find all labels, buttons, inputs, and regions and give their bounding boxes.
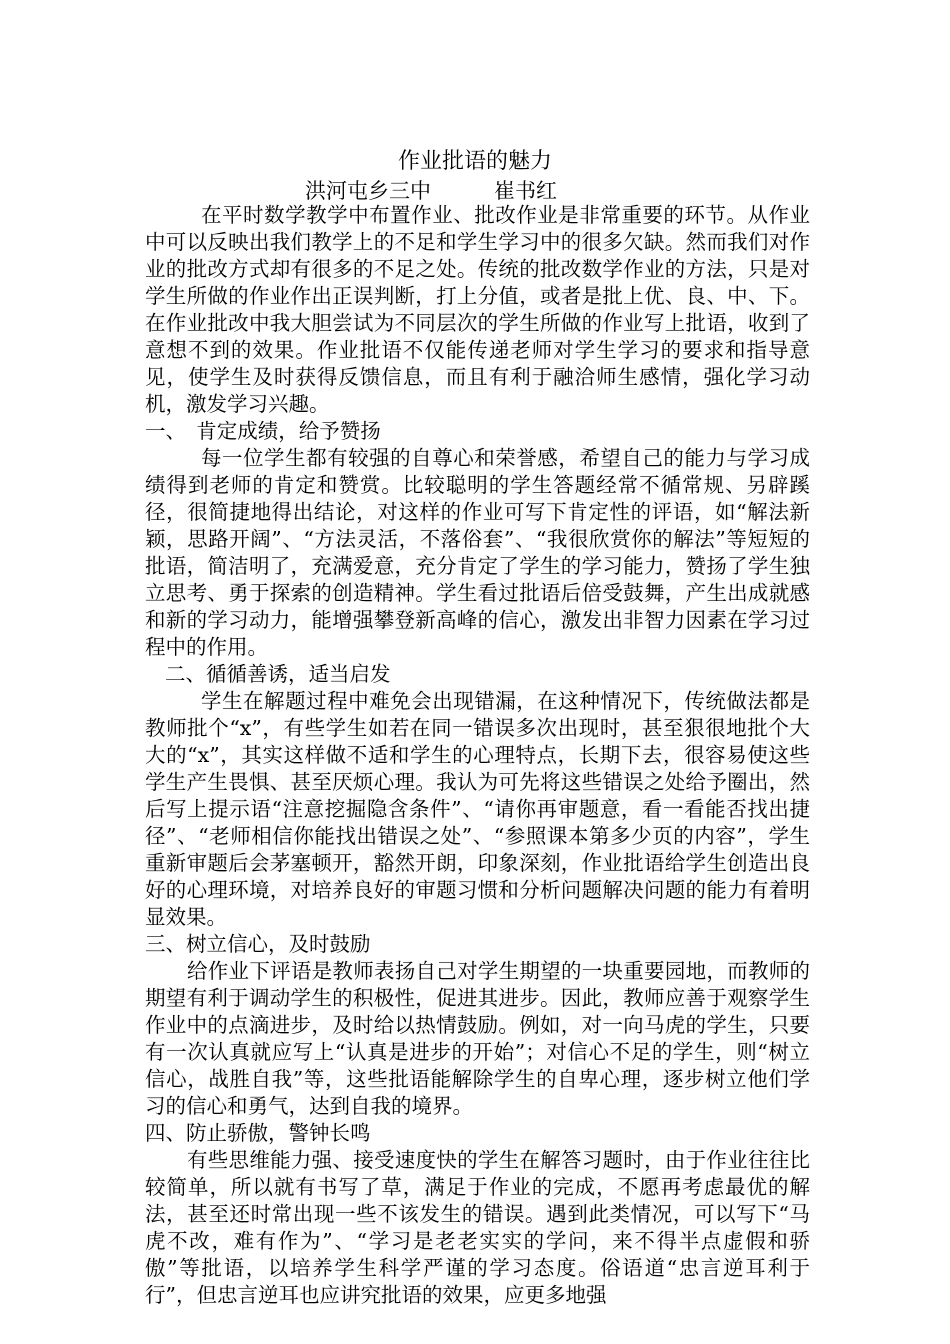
section-paragraph-3: 给作业下评语是教师表扬自己对学生期望的一块重要园地，而教师的期望有利于调动学生的积极性，促进其进步。因此，教师应善于观察学生作业中的点滴进步，及时给以热情鼓励。例如，对一向马虎的学生，只要有一次认真就应写上“认真是进步的开始”；对信心不足的学生，则“树立信心，战胜自我”等，这些批语能解除学生的自卑心理，逐步树立他们学习的信心和勇气，达到自我的境界。 — [145, 959, 810, 1118]
section-paragraph-2: 学生在解题过程中难免会出现错漏，在这种情况下，传统做法都是教师批个“x”，有些学生如若在同一错误多次出现时，甚至狠很地批个大大的“x”，其实这样做不适和学生的心理特点，长期下去，很容易使这些学生产生畏惧、甚至厌烦心理。我认为可先将这些错误之处给予圈出，然后写上提示语“注意挖掘隐含条件”、“请你再审题意，看一看能否找出捷径”、“老师相信你能找出错误之处”、“参照课本第多少页的内容”，学生重新审题后会茅塞顿开，豁然开朗，印象深刻，作业批语给学生创造出良好的心理环境，对培养良好的审题习惯和分析问题解决问题的能力有着明显效果。 — [145, 689, 810, 929]
author-line: 洪河屯乡三中 崔书红 — [305, 179, 557, 203]
section-heading-4: 四、防止骄傲，警钟长鸣 — [145, 1121, 371, 1145]
document-title: 作业批语的魅力 — [397, 149, 552, 174]
section-heading-3: 三、树立信心，及时鼓励 — [145, 932, 371, 956]
section-heading-2: 二、循循善诱，适当启发 — [165, 662, 391, 686]
section-paragraph-4: 有些思维能力强、接受速度快的学生在解答习题时，由于作业往往比较简单，所以就有书写了草，满足于作业的完成，不愿再考虑最优的解法，甚至还时常出现一些不该发生的错误。遇到此类情况，可以写下“马虎不改，难有作为”、“学习是老老实实的学问，来不得半点虚假和骄傲”等批语，以培养学生科学严谨的学习态度。俗语道“忠言逆耳利于行”，但忠言逆耳也应讲究批语的效果，应更多地强 — [145, 1148, 810, 1307]
document-body — [145, 202, 810, 1309]
section-heading-1: 一、 肯定成绩，给予赞扬 — [145, 419, 381, 443]
intro-paragraph: 在平时数学教学中布置作业、批改作业是非常重要的环节。从作业中可以反映出我们教学上的不足和学生学习中的很多欠缺。然而我们对作业的批改方式却有很多的不足之处。传统的批改数学作业的方法，只是对学生所做的作业作出正误判断，打上分值，或者是批上优、良、中、下。在作业批改中我大胆尝试为不同层次的学生所做的作业写上批语，收到了意想不到的效果。作业批语不仅能传递老师对学生学习的要求和指导意见，使学生及时获得反馈信息，而且有利于融洽师生感情，强化学习动机，激发学习兴趣。 — [145, 203, 810, 416]
section-paragraph-1: 每一位学生都有较强的自尊心和荣誉感，希望自己的能力与学习成绩得到老师的肯定和赞赏。比较聪明的学生答题经常不循常规、另辟蹊径，很简捷地得出结论，对这样的作业可写下肯定性的评语，如“解法新颖，思路开阔”、“方法灵活，不落俗套”、“我很欣赏你的解法”等短短的批语，简洁明了，充满爱意，充分肯定了学生的学习能力，赞扬了学生独立思考、勇于探索的创造精神。学生看过批语后倍受鼓舞，产生出成就感和新的学习动力，能增强攀登新高峰的信心，激发出非智力因素在学习过程中的作用。 — [145, 446, 810, 659]
